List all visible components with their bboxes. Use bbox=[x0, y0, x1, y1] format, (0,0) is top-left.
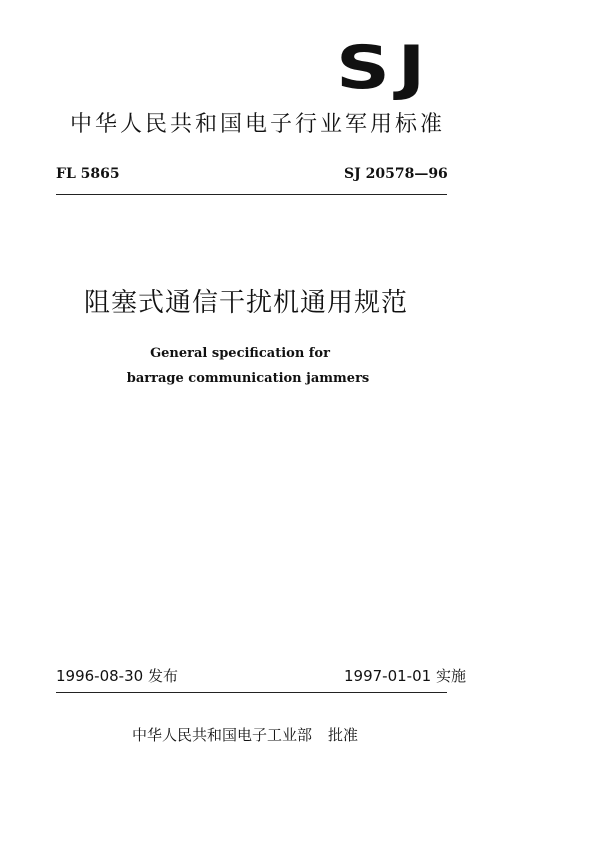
document-title-english-line1: General specification for bbox=[150, 346, 330, 361]
issue-date: 1996-08-30 发布 bbox=[56, 667, 178, 685]
approval-action: 批准 bbox=[328, 726, 359, 744]
document-title-chinese: 阻塞式通信干扰机通用规范 bbox=[84, 288, 409, 318]
header-divider bbox=[56, 194, 447, 195]
standard-number: SJ 20578—96 bbox=[344, 166, 448, 182]
footer-divider bbox=[56, 692, 447, 693]
implementation-date: 1997-01-01 实施 bbox=[344, 667, 466, 685]
classification-code: FL 5865 bbox=[56, 166, 120, 182]
sj-logo: SJ bbox=[336, 33, 433, 103]
approval-line bbox=[132, 725, 358, 745]
standard-category-title: 中华人民共和国电子行业军用标准 bbox=[70, 112, 446, 137]
approving-authority: 中华人民共和国电子工业部 bbox=[132, 726, 313, 744]
document-title-english-line2: barrage communication jammers bbox=[126, 371, 370, 386]
